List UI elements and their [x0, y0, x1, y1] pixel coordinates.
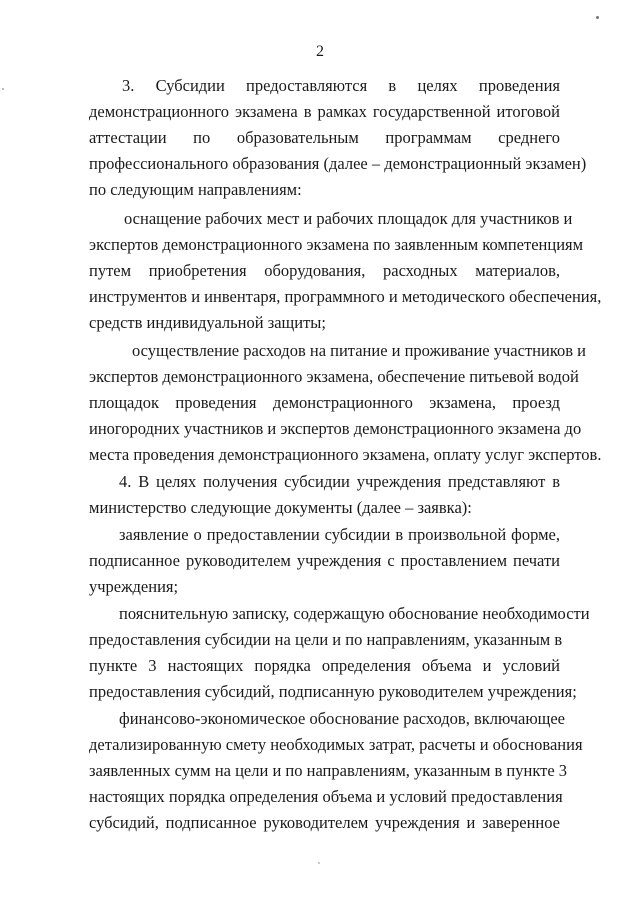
text-line: пояснительную записку, содержащую обоснование необходимости — [119, 604, 590, 623]
text-line: детализированную смету необходимых затрат, расчеты и обоснования — [89, 735, 583, 754]
text-line: 3. Субсидии предоставляются в целях проведения — [122, 76, 560, 95]
text-line: иногородних участников и экспертов демонстрационного экзамена до — [89, 419, 582, 438]
text-line: предоставления субсидии на цели и по направлениям, указанным в — [89, 630, 563, 649]
text-line: площадок проведения демонстрационного экзамена, проезд — [89, 393, 560, 412]
text-line: экспертов демонстрационного экзамена по заявленным компетенциям — [89, 235, 584, 254]
text-line: министерство следующие документы (далее – заявка): — [89, 498, 472, 517]
text-line: инструментов и инвентаря, программного и методического обеспечения, — [89, 287, 602, 306]
text-line: предоставления субсидий, подписанную руководителем учреждения; — [89, 682, 577, 701]
text-line: осуществление расходов на питание и проживание участников и — [132, 341, 586, 360]
page-number: 2 — [316, 43, 324, 60]
text-line: места проведения демонстрационного экзамена, оплату услуг экспертов. — [89, 445, 602, 464]
text-line: оснащение рабочих мест и рабочих площадок для участников и — [124, 209, 573, 228]
text-line: демонстрационного экзамена в рамках государственной итоговой — [89, 102, 560, 121]
text-line: заявленных сумм на цели и по направлениям, указанным в пункте 3 — [89, 761, 568, 780]
scan-dot — [2, 88, 4, 90]
text-line: субсидий, подписанное руководителем учреждения и заверенное — [89, 813, 560, 832]
scan-dot — [318, 862, 320, 864]
text-line: пункте 3 настоящих порядка определения объема и условий — [89, 656, 560, 675]
text-line: средств индивидуальной защиты; — [89, 313, 326, 332]
text-line: настоящих порядка определения объема и условий предоставления — [89, 787, 563, 806]
text-line: по следующим направлениям: — [89, 180, 302, 199]
text-line: подписанное руководителем учреждения с проставлением печати — [89, 551, 560, 570]
text-line: экспертов демонстрационного экзамена, обеспечение питьевой водой — [89, 367, 579, 386]
text-line: профессионального образования (далее – демонстрационный экзамен) — [89, 154, 587, 173]
text-line: учреждения; — [89, 577, 179, 596]
text-line: 4. В целях получения субсидии учреждения представляют в — [119, 472, 560, 491]
text-line: финансово-экономическое обоснование расходов, включающее — [119, 709, 565, 728]
text-line: путем приобретения оборудования, расходных материалов, — [89, 261, 560, 280]
text-line: заявление о предоставлении субсидии в произвольной форме, — [119, 525, 560, 544]
text-line: аттестации по образовательным программам среднего — [89, 128, 560, 147]
scan-dot — [596, 16, 599, 19]
